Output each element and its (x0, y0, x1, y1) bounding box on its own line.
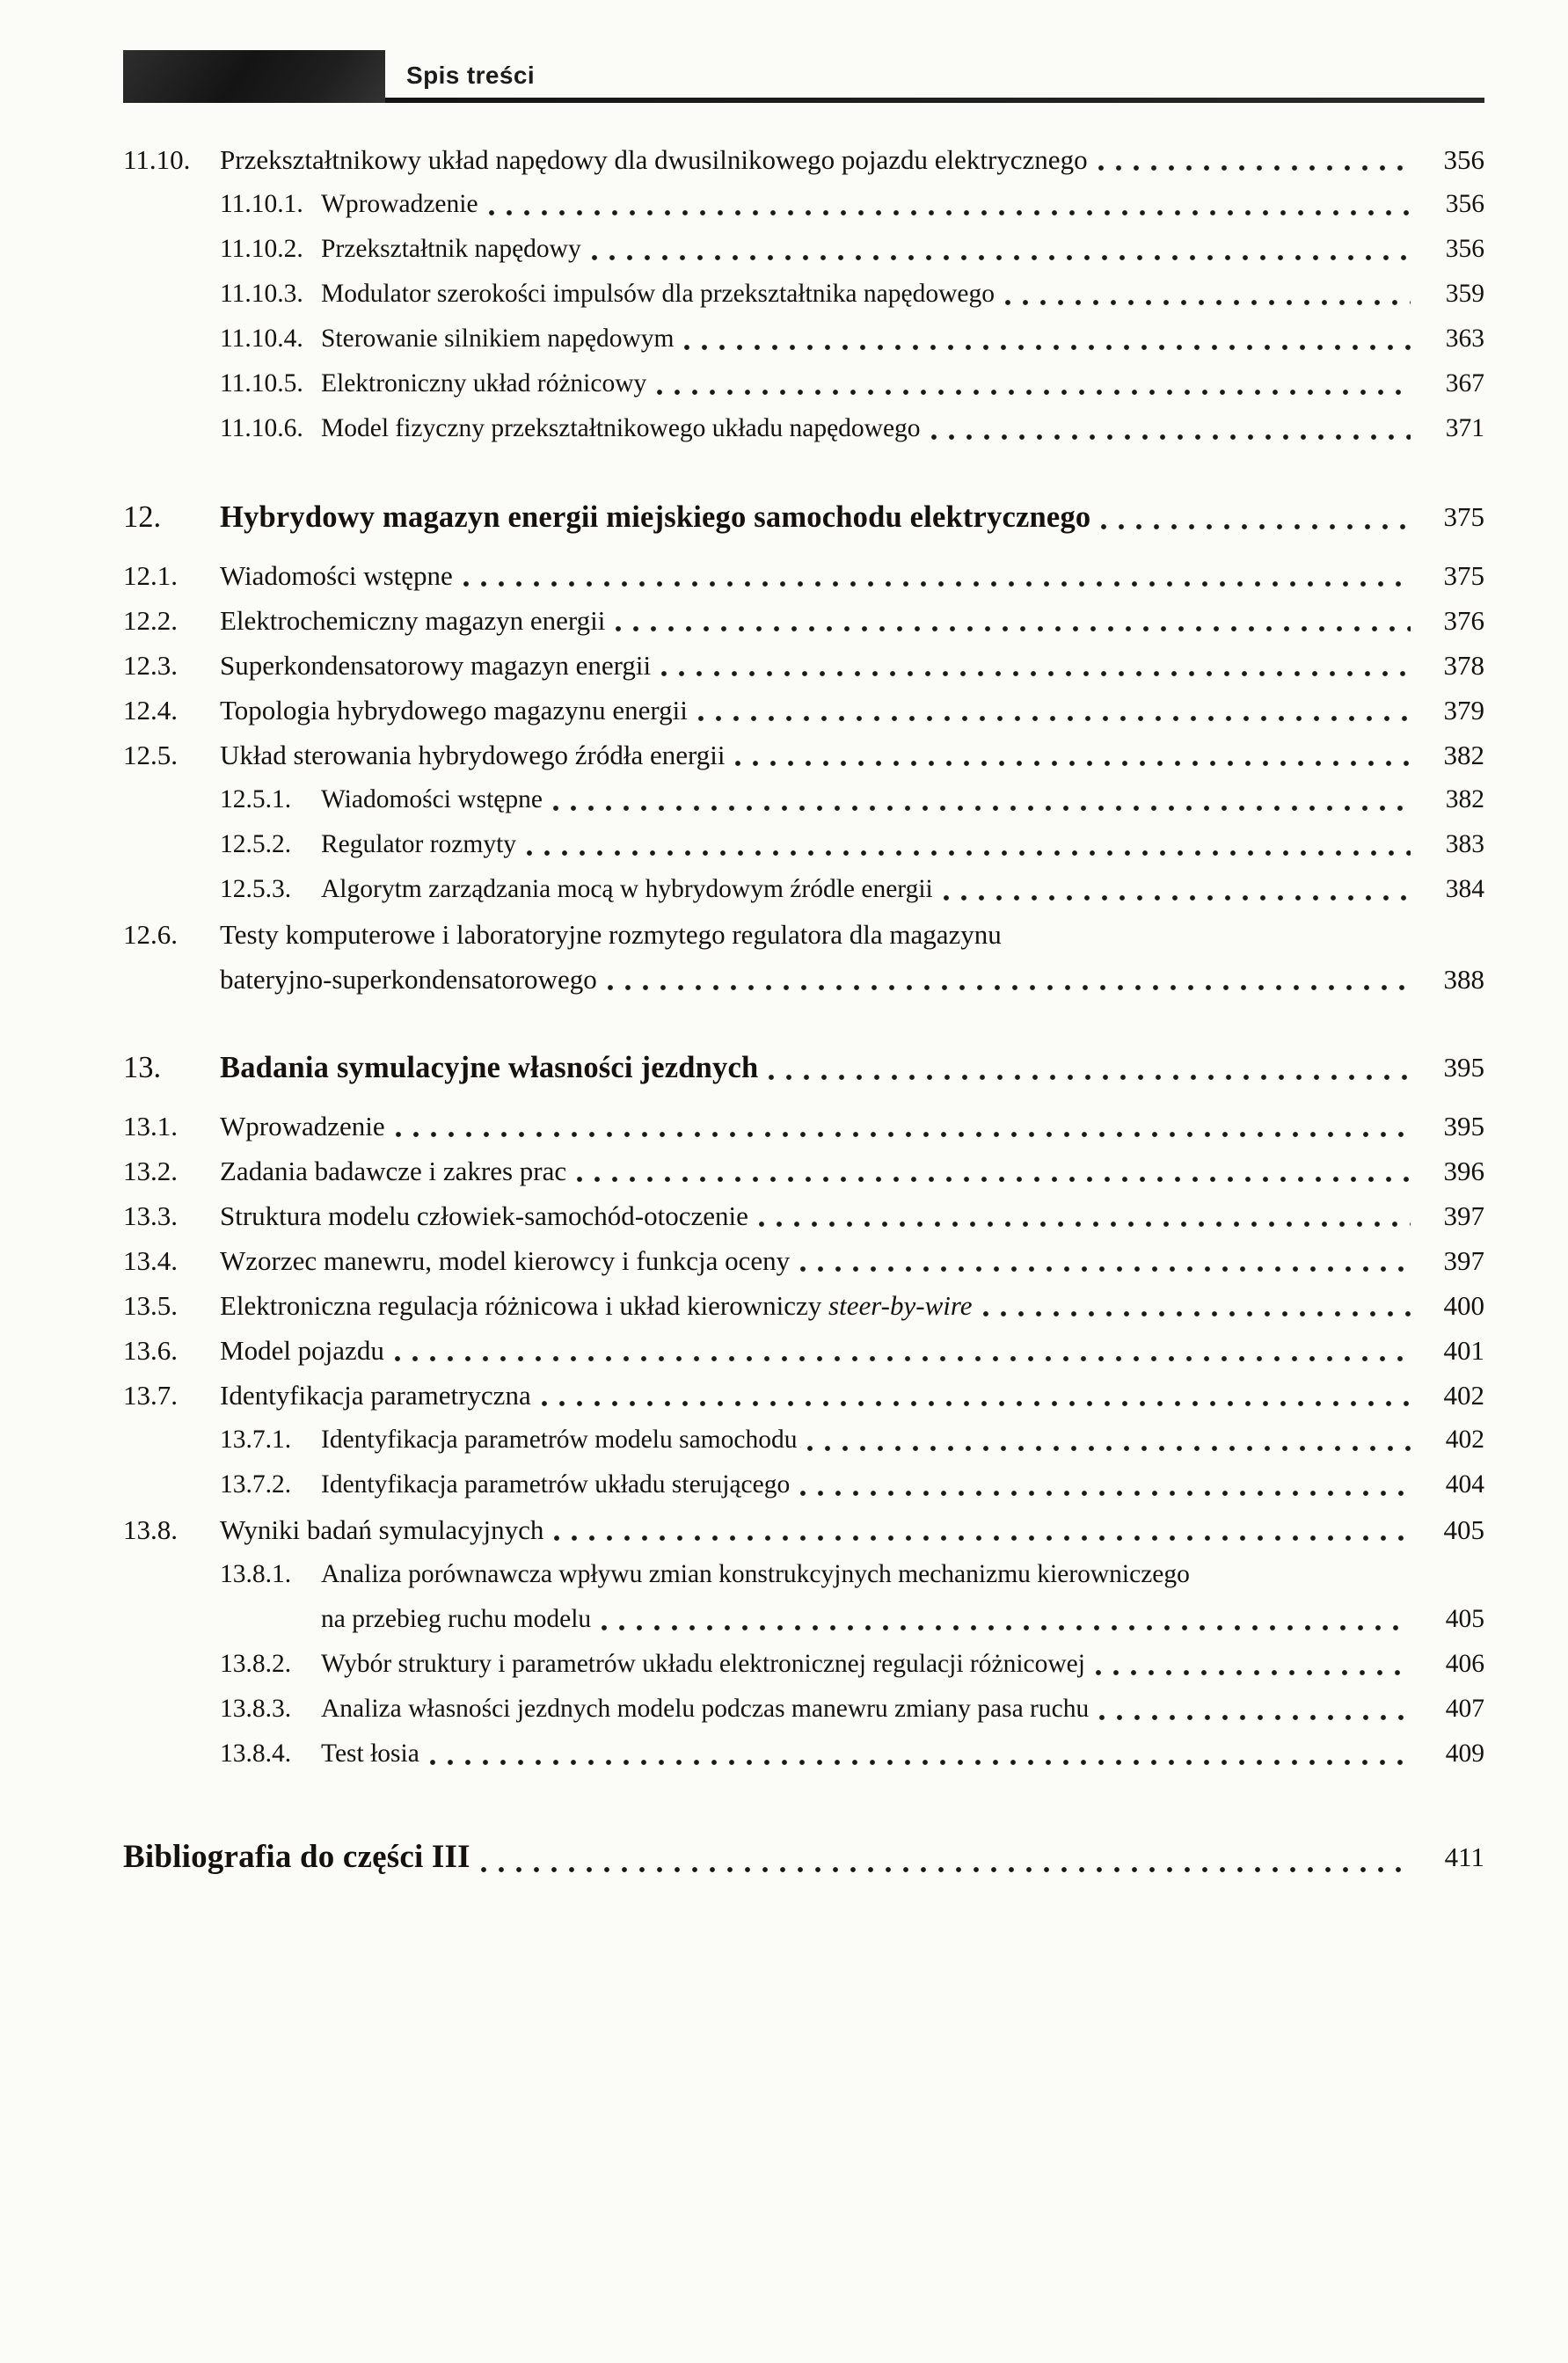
entry-title-text: Układ sterowania hybrydowego źródła energii (220, 740, 726, 770)
entry-line (321, 822, 1484, 867)
entry-page-number: 400 (1443, 1290, 1484, 1321)
toc-entry (123, 1462, 1484, 1507)
entry-title (123, 1829, 470, 1885)
entry-line (321, 1732, 1484, 1776)
entry-page-number: 382 (1443, 740, 1484, 770)
entry-title (220, 1042, 758, 1093)
entry-title-text: Wprowadzenie (220, 1111, 385, 1141)
entry-line (220, 137, 1484, 182)
entry-title (220, 1238, 790, 1283)
entry-title-text: Testy komputerowe i laboratoryjne rozmytego regulatora dla magazynu (220, 919, 1002, 950)
entry-number: 12.6. (123, 919, 178, 950)
entry-title (220, 1149, 566, 1193)
toc-entry-bibliography (123, 1829, 1484, 1885)
entry-page-number: 397 (1443, 1200, 1484, 1231)
entry-title-italic: steer-by-wire (828, 1290, 973, 1321)
entry-title (220, 137, 1088, 182)
header-black-bar (123, 50, 385, 103)
entry-title (321, 182, 478, 227)
entry-body (321, 317, 1484, 361)
entry-line (321, 406, 1484, 451)
toc-entry (123, 227, 1484, 272)
entry-title (321, 822, 516, 867)
toc-entry (123, 361, 1484, 406)
entry-page-number: 397 (1443, 1245, 1484, 1276)
entry-title (321, 1418, 797, 1462)
entry-title-text: Struktura modelu człowiek-samochód-otoczenie (220, 1200, 748, 1231)
entry-title (321, 1642, 1085, 1687)
entry-line (321, 1418, 1484, 1462)
entry-title-text: Wiadomości wstępne (321, 785, 543, 813)
entry-line (220, 643, 1484, 688)
entry-number: 11.10. (123, 144, 191, 175)
entry-page-number: 402 (1443, 1380, 1484, 1411)
entry-line (321, 1462, 1484, 1507)
entry-title-text: Test łosia (321, 1739, 419, 1768)
dot-leader (554, 1535, 1411, 1541)
entry-page-number: 367 (1445, 369, 1484, 397)
entry-number: 13.8. (123, 1514, 178, 1545)
dot-leader (553, 806, 1411, 811)
entry-title-text: Badania symulacyjne własności jezdnych (220, 1051, 759, 1084)
entry-title (220, 492, 1090, 543)
entry-page-number: 375 (1443, 560, 1484, 591)
toc-entry (123, 1418, 1484, 1462)
entry-title (220, 912, 1002, 957)
entry-page-number: 388 (1443, 964, 1484, 995)
entry-title-text: Regulator rozmyty (321, 830, 517, 858)
toc-entry (123, 733, 1484, 777)
toc-entry (123, 822, 1484, 867)
entry-body (220, 1193, 1484, 1238)
entry-page-number: 384 (1445, 875, 1484, 903)
entry-title-text: Wybór struktury i parametrów układu elektronicznej regulacji różnicowej (321, 1650, 1085, 1678)
dot-leader (1098, 165, 1411, 171)
entry-body (321, 1732, 1484, 1776)
entry-body (220, 598, 1484, 643)
entry-line (321, 182, 1484, 227)
entry-title-text: Identyfikacja parametrów modelu samochodu (321, 1426, 798, 1454)
dot-leader (657, 390, 1411, 395)
entry-body (321, 1418, 1484, 1462)
entry-page-number: 359 (1445, 280, 1484, 308)
header-rule (385, 98, 1484, 103)
entry-body (321, 867, 1484, 912)
entry-continuation-text: bateryjno-superkondensatorowego (220, 964, 597, 995)
entry-body (321, 1462, 1484, 1507)
entry-body (321, 1552, 1484, 1642)
entry-title (321, 406, 921, 451)
dot-leader (931, 434, 1411, 440)
entry-title (220, 598, 605, 643)
entry-title (220, 733, 725, 777)
entry-number: 13.3. (123, 1200, 178, 1231)
dot-leader (661, 671, 1411, 676)
toc-entry (123, 406, 1484, 451)
entry-title-text: Wiadomości wstępne (220, 560, 453, 591)
entry-page-number: 406 (1445, 1650, 1484, 1678)
entry-body (123, 1829, 1484, 1885)
entry-number: 13.7.2. (220, 1470, 292, 1499)
entry-title-text: Przekształtnikowy układ napędowy dla dwusilnikowego pojazdu elektrycznego (220, 144, 1088, 175)
toc-entry (123, 182, 1484, 227)
entry-title-text: Model fizyczny przekształtnikowego układu napędowego (321, 414, 921, 442)
toc-entry (123, 1193, 1484, 1238)
dot-leader (1005, 300, 1411, 305)
entry-title-text: Bibliografia do części III (123, 1839, 470, 1875)
toc-entry (123, 1507, 1484, 1552)
entry-title (220, 643, 651, 688)
entry-number: 13.8.4. (220, 1739, 292, 1768)
dot-leader (395, 1356, 1411, 1361)
toc-entry (123, 1373, 1484, 1418)
toc-entry (123, 553, 1484, 598)
entry-page-number: 404 (1445, 1470, 1484, 1499)
toc-entry (123, 1104, 1484, 1149)
toc-entry (123, 272, 1484, 317)
entry-number: 12.1. (123, 560, 178, 591)
entry-number: 12.2. (123, 605, 178, 636)
entry-title (220, 1328, 384, 1373)
entry-line (321, 1687, 1484, 1732)
entry-line (220, 553, 1484, 598)
entry-body (220, 1328, 1484, 1373)
dot-leader (1096, 1670, 1411, 1675)
entry-body (321, 182, 1484, 227)
entry-line (321, 867, 1484, 912)
entry-number: 12. (123, 500, 162, 534)
entry-title (321, 1462, 790, 1507)
entry-body (321, 272, 1484, 317)
entry-title-text: Sterowanie silnikiem napędowym (321, 325, 675, 353)
entry-page-number: 405 (1445, 1605, 1484, 1633)
toc-entry (123, 1238, 1484, 1283)
entry-title-text: Superkondensatorowy magazyn energii (220, 650, 652, 681)
entry-line (220, 1507, 1484, 1552)
entry-title (321, 361, 646, 406)
entry-title-text: Identyfikacja parametryczna (220, 1380, 531, 1411)
entry-title-text: Zadania badawcze i zakres prac (220, 1156, 567, 1186)
entry-page-number: 409 (1445, 1739, 1484, 1768)
entry-page-number: 407 (1445, 1695, 1484, 1723)
entry-title (220, 553, 453, 598)
entry-body (321, 406, 1484, 451)
entry-page-number: 405 (1443, 1514, 1484, 1545)
dot-leader (577, 1177, 1411, 1182)
dot-leader (1099, 1715, 1411, 1720)
dot-leader (800, 1491, 1411, 1496)
entry-line-continuation (220, 957, 1484, 1002)
entry-title (220, 1507, 543, 1552)
entry-title-text: Przekształtnik napędowy (321, 235, 581, 263)
toc-entry (123, 1687, 1484, 1732)
toc-entry (123, 137, 1484, 182)
entry-body (220, 688, 1484, 733)
entry-line (220, 912, 1484, 957)
toc-entry (123, 1328, 1484, 1373)
entry-line-continuation (321, 1597, 1484, 1642)
dot-leader (684, 345, 1411, 350)
entry-body (220, 553, 1484, 598)
entry-number: 12.5.2. (220, 830, 292, 858)
dot-leader (769, 1075, 1411, 1080)
entry-line (220, 1328, 1484, 1373)
entry-body (321, 822, 1484, 867)
entry-line (220, 1283, 1484, 1328)
entry-number: 13.8.2. (220, 1650, 292, 1678)
entry-line (220, 598, 1484, 643)
entry-title (220, 1373, 531, 1418)
entry-title-text: Elektrochemiczny magazyn energii (220, 605, 606, 636)
entry-page-number: 402 (1445, 1426, 1484, 1454)
entry-body (321, 227, 1484, 272)
dot-leader (1101, 524, 1411, 529)
entry-number: 13.1. (123, 1111, 178, 1141)
toc-entry (123, 1042, 1484, 1093)
toc-entry (123, 688, 1484, 733)
dot-leader (759, 1222, 1411, 1227)
entry-body (220, 1283, 1484, 1328)
entry-body (220, 1104, 1484, 1149)
entry-page-number: 411 (1444, 1842, 1484, 1872)
entry-line (321, 317, 1484, 361)
dot-leader (527, 850, 1411, 856)
entry-body (321, 1642, 1484, 1687)
entry-number: 13.6. (123, 1335, 178, 1366)
entry-number: 13. (123, 1051, 162, 1084)
entry-page-number: 356 (1445, 190, 1484, 218)
entry-page-number: 356 (1445, 235, 1484, 263)
entry-number: 13.7. (123, 1380, 178, 1411)
entry-body (220, 1149, 1484, 1193)
entry-body (220, 912, 1484, 1002)
entry-line (123, 1829, 1484, 1885)
toc-entry (123, 912, 1484, 1002)
entry-title-text: Elektroniczna regulacja różnicowa i układ kierowniczy (220, 1290, 829, 1321)
entry-body (220, 137, 1484, 182)
entry-number: 11.10.6. (220, 414, 303, 442)
entry-page-number: 363 (1445, 325, 1484, 353)
entry-line (220, 1104, 1484, 1149)
entry-title-text: Identyfikacja parametrów układu sterującego (321, 1470, 791, 1499)
dot-leader (807, 1446, 1411, 1451)
entry-body (321, 361, 1484, 406)
dot-leader (592, 255, 1411, 260)
dot-leader (608, 985, 1411, 990)
entry-title (220, 1193, 748, 1238)
dot-leader (396, 1132, 1411, 1137)
entry-line (321, 777, 1484, 822)
toc-entry (123, 492, 1484, 543)
toc-entry (123, 1283, 1484, 1328)
dot-leader (983, 1311, 1411, 1316)
entry-title (321, 272, 995, 317)
entry-page-number: 378 (1443, 650, 1484, 681)
entry-page-number: 382 (1445, 785, 1484, 813)
entry-number: 13.7.1. (220, 1426, 292, 1454)
entry-title-text: Topologia hybrydowego magazynu energii (220, 695, 688, 726)
entry-page-number: 395 (1443, 1111, 1484, 1141)
entry-title (321, 867, 933, 912)
dot-leader (616, 626, 1411, 631)
dot-leader (698, 716, 1411, 721)
entry-number: 11.10.4. (220, 325, 303, 353)
entry-title-text: Hybrydowy magazyn energii miejskiego samochodu elektrycznego (220, 500, 1091, 534)
entry-title-text: Analiza porównawcza wpływu zmian konstrukcyjnych mechanizmu kierowniczego (321, 1560, 1190, 1588)
page-title: Spis treści (406, 62, 536, 89)
entry-body (321, 1687, 1484, 1732)
entry-body (220, 733, 1484, 777)
entry-title (321, 1552, 1190, 1597)
entry-line (220, 1042, 1484, 1093)
entry-page-number: 375 (1443, 501, 1484, 532)
toc-entry (123, 867, 1484, 912)
entry-line (220, 1238, 1484, 1283)
entry-line (321, 227, 1484, 272)
entry-line (321, 1552, 1484, 1597)
entry-title-text: Modulator szerokości impulsów dla przekształtnika napędowego (321, 280, 995, 308)
entry-title-text: Analiza własności jezdnych modelu podczas manewru zmiany pasa ruchu (321, 1695, 1090, 1723)
toc-entry (123, 598, 1484, 643)
entry-page-number: 379 (1443, 695, 1484, 726)
entry-line (220, 1149, 1484, 1193)
dot-leader (489, 210, 1411, 215)
toc-entry (123, 1149, 1484, 1193)
entry-title-text: Algorytm zarządzania mocą w hybrydowym źródle energii (321, 875, 933, 903)
dot-leader (481, 1867, 1411, 1872)
entry-line (220, 492, 1484, 543)
dot-leader (542, 1401, 1411, 1406)
entry-title (220, 688, 688, 733)
entry-body (220, 492, 1484, 543)
entry-page-number: 395 (1443, 1052, 1484, 1083)
entry-number: 12.4. (123, 695, 178, 726)
entry-line (220, 733, 1484, 777)
entry-page-number: 401 (1443, 1335, 1484, 1366)
entry-number: 11.10.3. (220, 280, 303, 308)
entry-page-number: 396 (1443, 1156, 1484, 1186)
entry-title-text: Wzorzec manewru, model kierowcy i funkcja oceny (220, 1245, 791, 1276)
toc-entry (123, 1732, 1484, 1776)
toc-entry (123, 1642, 1484, 1687)
entry-number: 11.10.2. (220, 235, 303, 263)
toc-entry (123, 317, 1484, 361)
dot-leader (735, 761, 1411, 766)
entry-line (220, 688, 1484, 733)
entry-title-text: Wprowadzenie (321, 190, 478, 218)
entry-body (220, 1507, 1484, 1552)
entry-number: 11.10.5. (220, 369, 303, 397)
entry-page-number: 356 (1443, 144, 1484, 175)
entry-line (220, 1373, 1484, 1418)
dot-leader (430, 1760, 1411, 1765)
entry-number: 12.5.3. (220, 875, 292, 903)
entry-title (220, 1104, 385, 1149)
dot-leader (463, 581, 1411, 587)
entry-title-text: Wyniki badań symulacyjnych (220, 1514, 544, 1545)
toc-entry (123, 1552, 1484, 1642)
entry-title-text: Model pojazdu (220, 1335, 384, 1366)
entry-body (220, 1238, 1484, 1283)
page-header (123, 50, 1484, 103)
entry-title (321, 1732, 419, 1776)
entry-title-text: Elektroniczny układ różnicowy (321, 369, 647, 397)
entry-number: 13.8.3. (220, 1695, 292, 1723)
toc-entry (123, 643, 1484, 688)
entry-title (321, 1687, 1089, 1732)
toc-entry (123, 777, 1484, 822)
entry-number: 13.4. (123, 1245, 178, 1276)
entry-number: 13.8.1. (220, 1560, 292, 1588)
entry-title (321, 227, 581, 272)
dot-leader (800, 1266, 1411, 1272)
entry-continuation-text: na przebieg ruchu modelu (321, 1605, 592, 1633)
entry-number: 12.3. (123, 650, 178, 681)
entry-number: 12.5. (123, 740, 178, 770)
entry-title (321, 317, 674, 361)
entry-number: 12.5.1. (220, 785, 292, 813)
entry-line (321, 361, 1484, 406)
entry-body (220, 1042, 1484, 1093)
entry-number: 13.5. (123, 1290, 178, 1321)
dot-leader (944, 895, 1411, 901)
entry-line (321, 1642, 1484, 1687)
entry-title (220, 1283, 973, 1328)
entry-page-number: 383 (1445, 830, 1484, 858)
entry-body (220, 643, 1484, 688)
entry-page-number: 371 (1445, 414, 1484, 442)
entry-page-number: 376 (1443, 605, 1484, 636)
dot-leader (602, 1625, 1411, 1630)
toc-list (123, 137, 1484, 1885)
entry-number: 13.2. (123, 1156, 178, 1186)
entry-body (220, 1373, 1484, 1418)
entry-body (321, 777, 1484, 822)
entry-line (321, 272, 1484, 317)
entry-line (220, 1193, 1484, 1238)
entry-number: 11.10.1. (220, 190, 303, 218)
entry-title (321, 777, 543, 822)
